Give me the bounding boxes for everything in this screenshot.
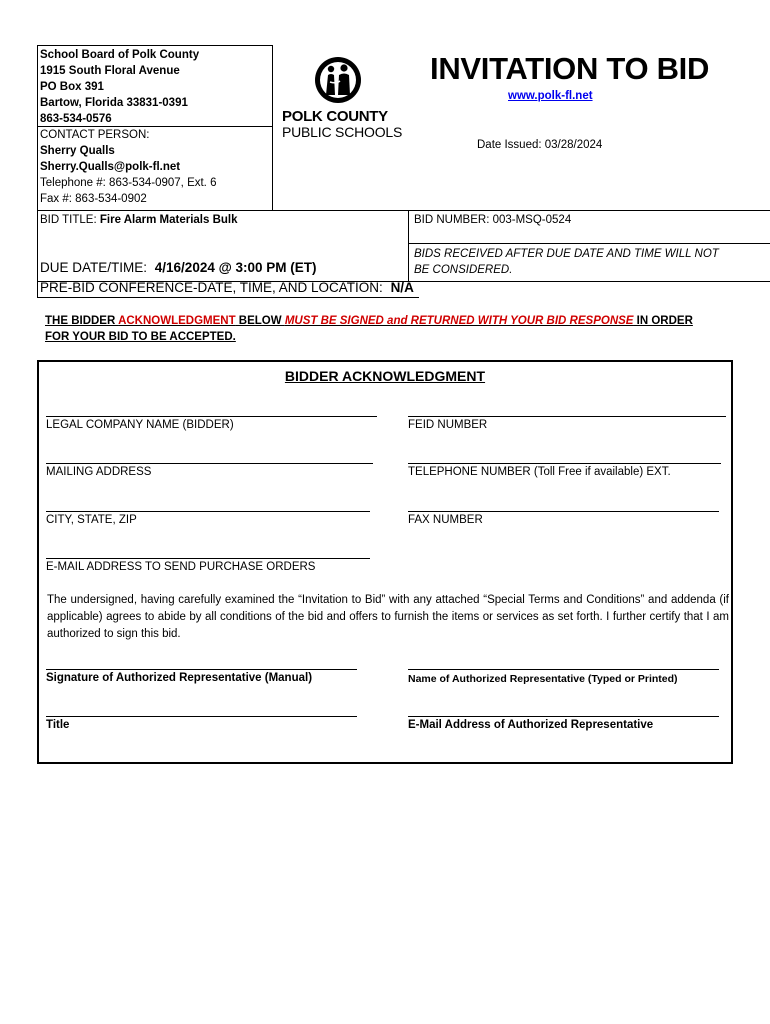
contact-email[interactable]: Sherry.Qualls@polk-fl.net <box>40 161 181 173</box>
city-line[interactable] <box>46 511 370 512</box>
rep-name-label: Name of Authorized Representative (Typed or Printed) <box>408 673 678 685</box>
certification-statement: The undersigned, having carefully examined the “Invitation to Bid” with any attached “Special Terms and Conditions” and addenda (if applicable) agrees to abide by all conditions of the bid and offers to furnish the items or services as set forth. I further certify that I am authorized to sign this bid. <box>47 594 729 640</box>
ack-title: BIDDER ACKNOWLEDGMENT <box>284 368 486 384</box>
city-label: CITY, STATE, ZIP <box>46 514 137 526</box>
bid-number-divider <box>408 210 409 282</box>
polk-logo-icon <box>314 55 362 105</box>
mailing-line[interactable] <box>46 463 373 464</box>
header-divider-left <box>272 45 273 210</box>
due-date <box>40 260 317 275</box>
late-notice-top-border <box>408 243 770 244</box>
rep-email-line[interactable] <box>408 716 719 717</box>
warning-part5: IN ORDER FOR YOUR BID TO BE ACCEPTED. <box>45 315 693 343</box>
signature-line[interactable] <box>46 669 357 670</box>
polk-logo <box>282 55 402 143</box>
title-label: Title <box>46 719 70 731</box>
org-phone: 863-534-0576 <box>40 113 112 125</box>
rep-name-line[interactable] <box>408 669 719 670</box>
fax-line[interactable] <box>408 511 719 512</box>
logo-line2: PUBLIC SCHOOLS <box>282 124 403 140</box>
late-notice: BIDS RECEIVED AFTER DUE DATE AND TIME WILL NOT BE CONSIDERED. <box>414 248 719 276</box>
logo-line1: POLK COUNTY <box>282 108 388 125</box>
title-line[interactable] <box>46 716 357 717</box>
warning-part4: MUST BE SIGNED and RETURNED WITH YOUR BID RESPONSE <box>284 315 634 327</box>
rep-email-label: E-Mail Address of Authorized Representative <box>408 719 654 731</box>
contact-name: Sherry Qualls <box>40 145 115 157</box>
header-row-border <box>37 210 770 211</box>
contact-label: CONTACT PERSON: <box>40 129 150 141</box>
telephone-label: TELEPHONE NUMBER (Toll Free if available) EXT. <box>408 466 671 478</box>
legal-name-label: LEGAL COMPANY NAME (BIDDER) <box>46 419 234 431</box>
organization-info <box>40 47 199 127</box>
prebid-label: PRE-BID CONFERENCE-DATE, TIME, AND LOCATION: <box>40 280 383 295</box>
header-left-border <box>37 45 38 297</box>
prebid-conference <box>40 280 414 295</box>
warning-part3: BELOW <box>235 315 285 327</box>
fax-label: FAX NUMBER <box>408 514 483 526</box>
due-date-label: DUE DATE/TIME: <box>40 260 148 275</box>
org-city: Bartow, Florida 33831-0391 <box>40 97 188 109</box>
warning-part2: ACKNOWLEDGMENT <box>118 315 236 327</box>
bid-title-value: Fire Alarm Materials Bulk <box>99 214 238 226</box>
contact-telephone: Telephone #: 863-534-0907, Ext. 6 <box>40 177 217 189</box>
bid-title <box>40 212 238 228</box>
contact-info <box>40 127 216 207</box>
telephone-line[interactable] <box>408 463 721 464</box>
email-line[interactable] <box>46 558 370 559</box>
bid-number: BID NUMBER: 003-MSQ-0524 <box>414 214 572 226</box>
date-issued: Date Issued: 03/28/2024 <box>477 139 603 151</box>
feid-label: FEID NUMBER <box>408 419 488 431</box>
legal-name-line[interactable] <box>46 416 377 417</box>
contact-fax: Fax #: 863-534-0902 <box>40 193 147 205</box>
due-date-value: 4/16/2024 @ 3:00 PM (ET) <box>154 260 317 275</box>
org-pobox: PO Box 391 <box>40 81 104 93</box>
mailing-label: MAILING ADDRESS <box>46 466 152 478</box>
bidder-acknowledgment-box <box>37 360 733 764</box>
bid-title-label: BID TITLE: <box>40 214 97 226</box>
warning-part1: THE BIDDER <box>45 315 119 327</box>
org-name: School Board of Polk County <box>40 49 200 61</box>
email-label: E-MAIL ADDRESS TO SEND PURCHASE ORDERS <box>46 561 316 573</box>
feid-line[interactable] <box>408 416 726 417</box>
website-link[interactable]: www.polk-fl.net <box>508 90 593 102</box>
org-street: 1915 South Floral Avenue <box>40 65 180 77</box>
header-top-border <box>37 45 272 46</box>
prebid-row-border <box>37 297 419 298</box>
prebid-value: N/A <box>390 280 414 295</box>
page-title: INVITATION TO BID <box>430 51 710 86</box>
signature-label: Signature of Authorized Representative (Manual) <box>46 672 313 684</box>
acknowledgment-warning <box>45 313 715 345</box>
